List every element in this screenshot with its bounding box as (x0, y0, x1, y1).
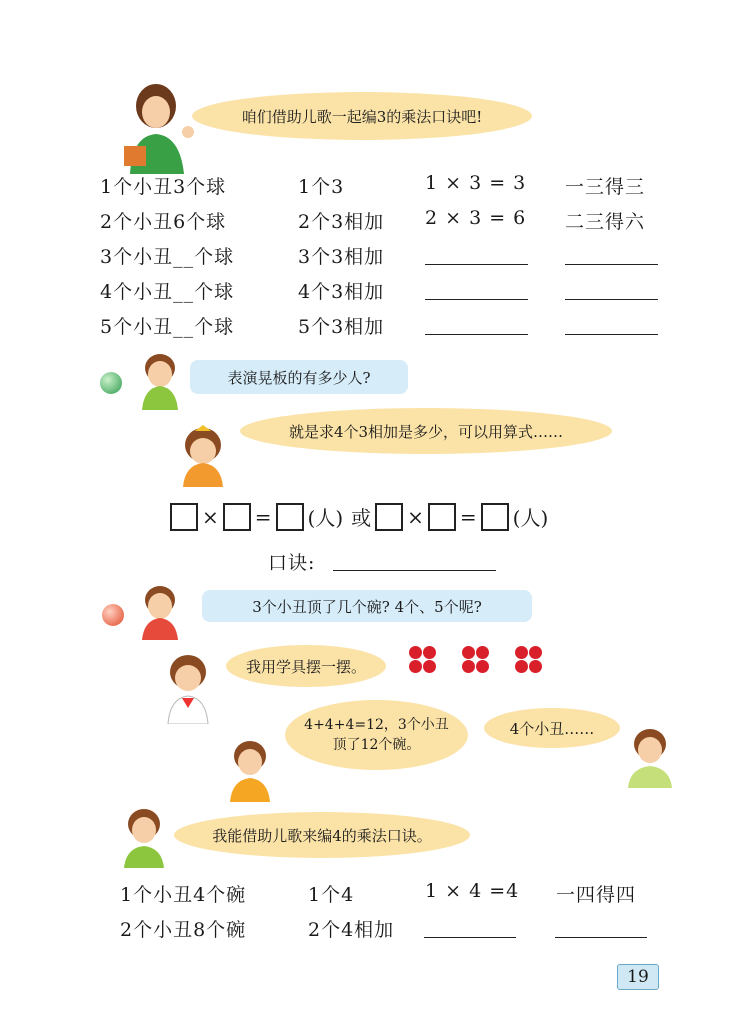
boy-bubble-line1: 4+4+4=12，3个小丑 (304, 717, 449, 733)
row3-4-add: 4个3相加 (298, 281, 385, 303)
page-number: 19 (617, 964, 659, 990)
question2-text: 3个小丑顶了几个碗? 4个、5个呢? (252, 597, 482, 616)
factor4-box[interactable] (428, 503, 456, 531)
factor3-box[interactable] (375, 503, 403, 531)
row3-3-clowns: 3个小丑__个球 (100, 246, 235, 268)
row3-5-eq-blank[interactable] (425, 334, 528, 335)
times-sign-2: × (407, 504, 424, 529)
factor1-box[interactable] (170, 503, 198, 531)
girl-bubble-text: 我用学具摆一摆。 (245, 657, 366, 676)
unit-label: (人) (307, 506, 344, 530)
koujue-label: 口诀: (268, 552, 316, 574)
green-ball-icon (100, 372, 122, 394)
row3-5-clowns: 5个小丑__个球 (100, 316, 235, 338)
girl-illustration (175, 425, 235, 487)
koujue-blank[interactable] (333, 570, 496, 571)
row3-1-add: 1个3 (298, 176, 345, 198)
counter-group-1 (409, 646, 437, 674)
boy2-speech-bubble (484, 708, 620, 748)
row3-4-eq-blank[interactable] (425, 299, 528, 300)
girl-speech-bubble (226, 645, 386, 687)
row3-2-rhyme: 二三得六 (565, 211, 646, 233)
intro-speech-bubble (192, 92, 532, 140)
counter-group-3 (515, 646, 543, 674)
row4-2-rhyme-blank[interactable] (555, 937, 647, 938)
row3-3-add: 3个3相加 (298, 246, 385, 268)
boy2-illustration (136, 584, 186, 640)
unit-label-2: (人) (512, 506, 549, 530)
product-box[interactable] (276, 503, 304, 531)
equals-sign: = (254, 504, 272, 529)
row3-3-rhyme-blank[interactable] (565, 264, 658, 265)
answer1-text: 就是求4个3相加是多少，可以用算式…… (288, 422, 564, 441)
intro-bubble-text: 咱们借助儿歌一起编3的乘法口诀吧! (241, 107, 483, 126)
red-ball-icon (102, 604, 124, 626)
row3-2-clowns: 2个小丑6个球 (100, 211, 227, 233)
row4-1-rhyme: 一四得四 (556, 884, 637, 906)
row3-1-eq: 1 × 3 = 3 (425, 172, 527, 194)
boy3-illustration (222, 738, 282, 802)
question1-speech-bubble (190, 360, 408, 394)
row3-1-rhyme: 一三得三 (565, 176, 646, 198)
or-label: 或 (351, 506, 372, 530)
row3-4-rhyme-blank[interactable] (565, 299, 658, 300)
row4-1-eq: 1 × 4 =4 (425, 880, 520, 902)
row3-4-clowns: 4个小丑__个球 (100, 281, 235, 303)
row4-2-add: 2个4相加 (308, 919, 395, 941)
boy4-illustration (614, 726, 676, 788)
row4-1-clowns: 1个小丑4个碗 (120, 884, 247, 906)
teacher-illustration (118, 84, 198, 174)
row4-2-eq-blank[interactable] (424, 937, 516, 938)
row3-3-eq-blank[interactable] (425, 264, 528, 265)
boy3-speech-bubble (174, 812, 470, 858)
girl2-illustration (158, 652, 224, 724)
factor2-box[interactable] (223, 503, 251, 531)
row4-1-add: 1个4 (308, 884, 355, 906)
row3-5-add: 5个3相加 (298, 316, 385, 338)
formula-row (170, 502, 552, 531)
boy-illustration (138, 352, 182, 410)
product2-box[interactable] (481, 503, 509, 531)
answer1-speech-bubble (240, 408, 612, 454)
row3-5-rhyme-blank[interactable] (565, 334, 658, 335)
row3-1-clowns: 1个小丑3个球 (100, 176, 227, 198)
question1-text: 表演晃板的有多少人? (227, 368, 371, 387)
boy3-bubble-text: 我能借助儿歌来编4的乘法口诀。 (212, 826, 432, 845)
boy-bubble-line2: 顶了12个碗。 (332, 737, 421, 753)
row3-2-add: 2个3相加 (298, 211, 385, 233)
counter-group-2 (462, 646, 490, 674)
row3-2-eq: 2 × 3 = 6 (425, 207, 527, 229)
equals-sign-2: = (459, 504, 477, 529)
question2-speech-bubble (202, 590, 532, 622)
boy5-illustration (118, 806, 172, 868)
boy2-bubble-text: 4个小丑…… (509, 719, 595, 738)
boy-speech-bubble (285, 700, 468, 770)
times-sign: × (202, 504, 219, 529)
row4-2-clowns: 2个小丑8个碗 (120, 919, 247, 941)
